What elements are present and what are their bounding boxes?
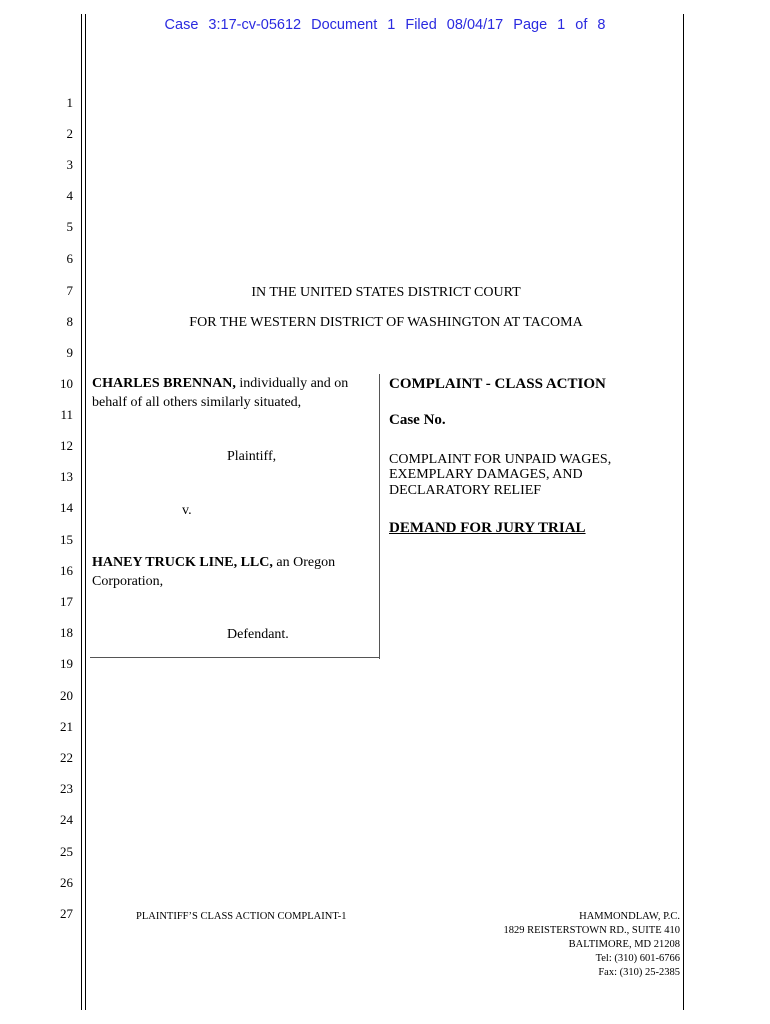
plaintiff-name: CHARLES BRENNAN,: [92, 376, 236, 391]
line-number: 24: [60, 812, 73, 827]
line-number: 4: [66, 188, 73, 203]
jury-demand: DEMAND FOR JURY TRIAL: [389, 520, 586, 536]
court-title-line1: IN THE UNITED STATES DISTRICT COURT: [251, 285, 521, 300]
plaintiff-line: [92, 376, 377, 392]
line-number: 25: [60, 844, 73, 859]
line-number: 11: [60, 407, 73, 422]
footer-telephone: Tel: (310) 601-6766: [595, 953, 680, 964]
complaint-description-3: DECLARATORY RELIEF: [389, 483, 542, 498]
line-number: 8: [66, 314, 73, 329]
court-title-line2: FOR THE WESTERN DISTRICT OF WASHINGTON AT TACOMA: [189, 315, 583, 330]
footer-address-1: 1829 REISTERSTOWN RD., SUITE 410: [503, 925, 680, 936]
plaintiff-role: Plaintiff,: [227, 449, 277, 464]
left-margin-rule-inner: [85, 14, 86, 1010]
complaint-type-title: COMPLAINT - CLASS ACTION: [389, 376, 606, 392]
caption-box-right-border: [379, 374, 380, 659]
line-number: 13: [60, 469, 73, 484]
line-number: 9: [66, 345, 73, 360]
line-number: 22: [60, 750, 73, 765]
footer-document-title: PLAINTIFF’S CLASS ACTION COMPLAINT-1: [136, 911, 347, 922]
line-number: 16: [60, 563, 73, 578]
line-number: 26: [60, 875, 73, 890]
line-number: 19: [60, 656, 73, 671]
line-number: 18: [60, 625, 73, 640]
left-margin-rule-outer: [81, 14, 82, 1010]
defendant-description: an Oregon: [272, 555, 336, 570]
line-number: 21: [60, 719, 73, 734]
line-number: 15: [60, 532, 73, 547]
ecf-header-stamp: Case 3:17-cv-05612 Document 1 Filed 08/04/17 Page 1 of 8: [164, 17, 606, 33]
line-number: 6: [66, 251, 73, 266]
footer-fax: Fax: (310) 25-2385: [598, 967, 680, 978]
line-number: 27: [60, 906, 73, 921]
defendant-description-cont: Corporation,: [92, 574, 164, 589]
line-number: 14: [60, 500, 73, 515]
complaint-description-2: EXEMPLARY DAMAGES, AND: [389, 467, 583, 482]
line-number: 5: [66, 219, 73, 234]
versus: v.: [182, 503, 192, 518]
defendant-role: Defendant.: [227, 627, 289, 642]
footer-address-2: BALTIMORE, MD 21208: [568, 939, 680, 950]
case-number-label: Case No.: [389, 412, 446, 428]
line-number: 1: [66, 95, 73, 110]
defendant-name: HANEY TRUCK LINE, LLC,: [92, 555, 273, 570]
line-number: 23: [60, 781, 73, 796]
complaint-description-1: COMPLAINT FOR UNPAID WAGES,: [389, 452, 612, 467]
plaintiff-description: individually and on: [235, 376, 349, 391]
caption-box-bottom-border: [90, 657, 380, 658]
footer-firm-name: HAMMONDLAW, P.C.: [579, 911, 680, 922]
line-number: 17: [60, 594, 73, 609]
line-number: 10: [60, 376, 73, 391]
right-margin-rule: [683, 14, 684, 1010]
line-number: 20: [60, 688, 73, 703]
line-number: 12: [60, 438, 73, 453]
plaintiff-description-cont: behalf of all others similarly situated,: [92, 395, 302, 410]
line-number: 3: [66, 157, 73, 172]
line-number: 7: [66, 283, 73, 298]
defendant-line: [92, 555, 335, 571]
line-number: 2: [66, 126, 73, 141]
